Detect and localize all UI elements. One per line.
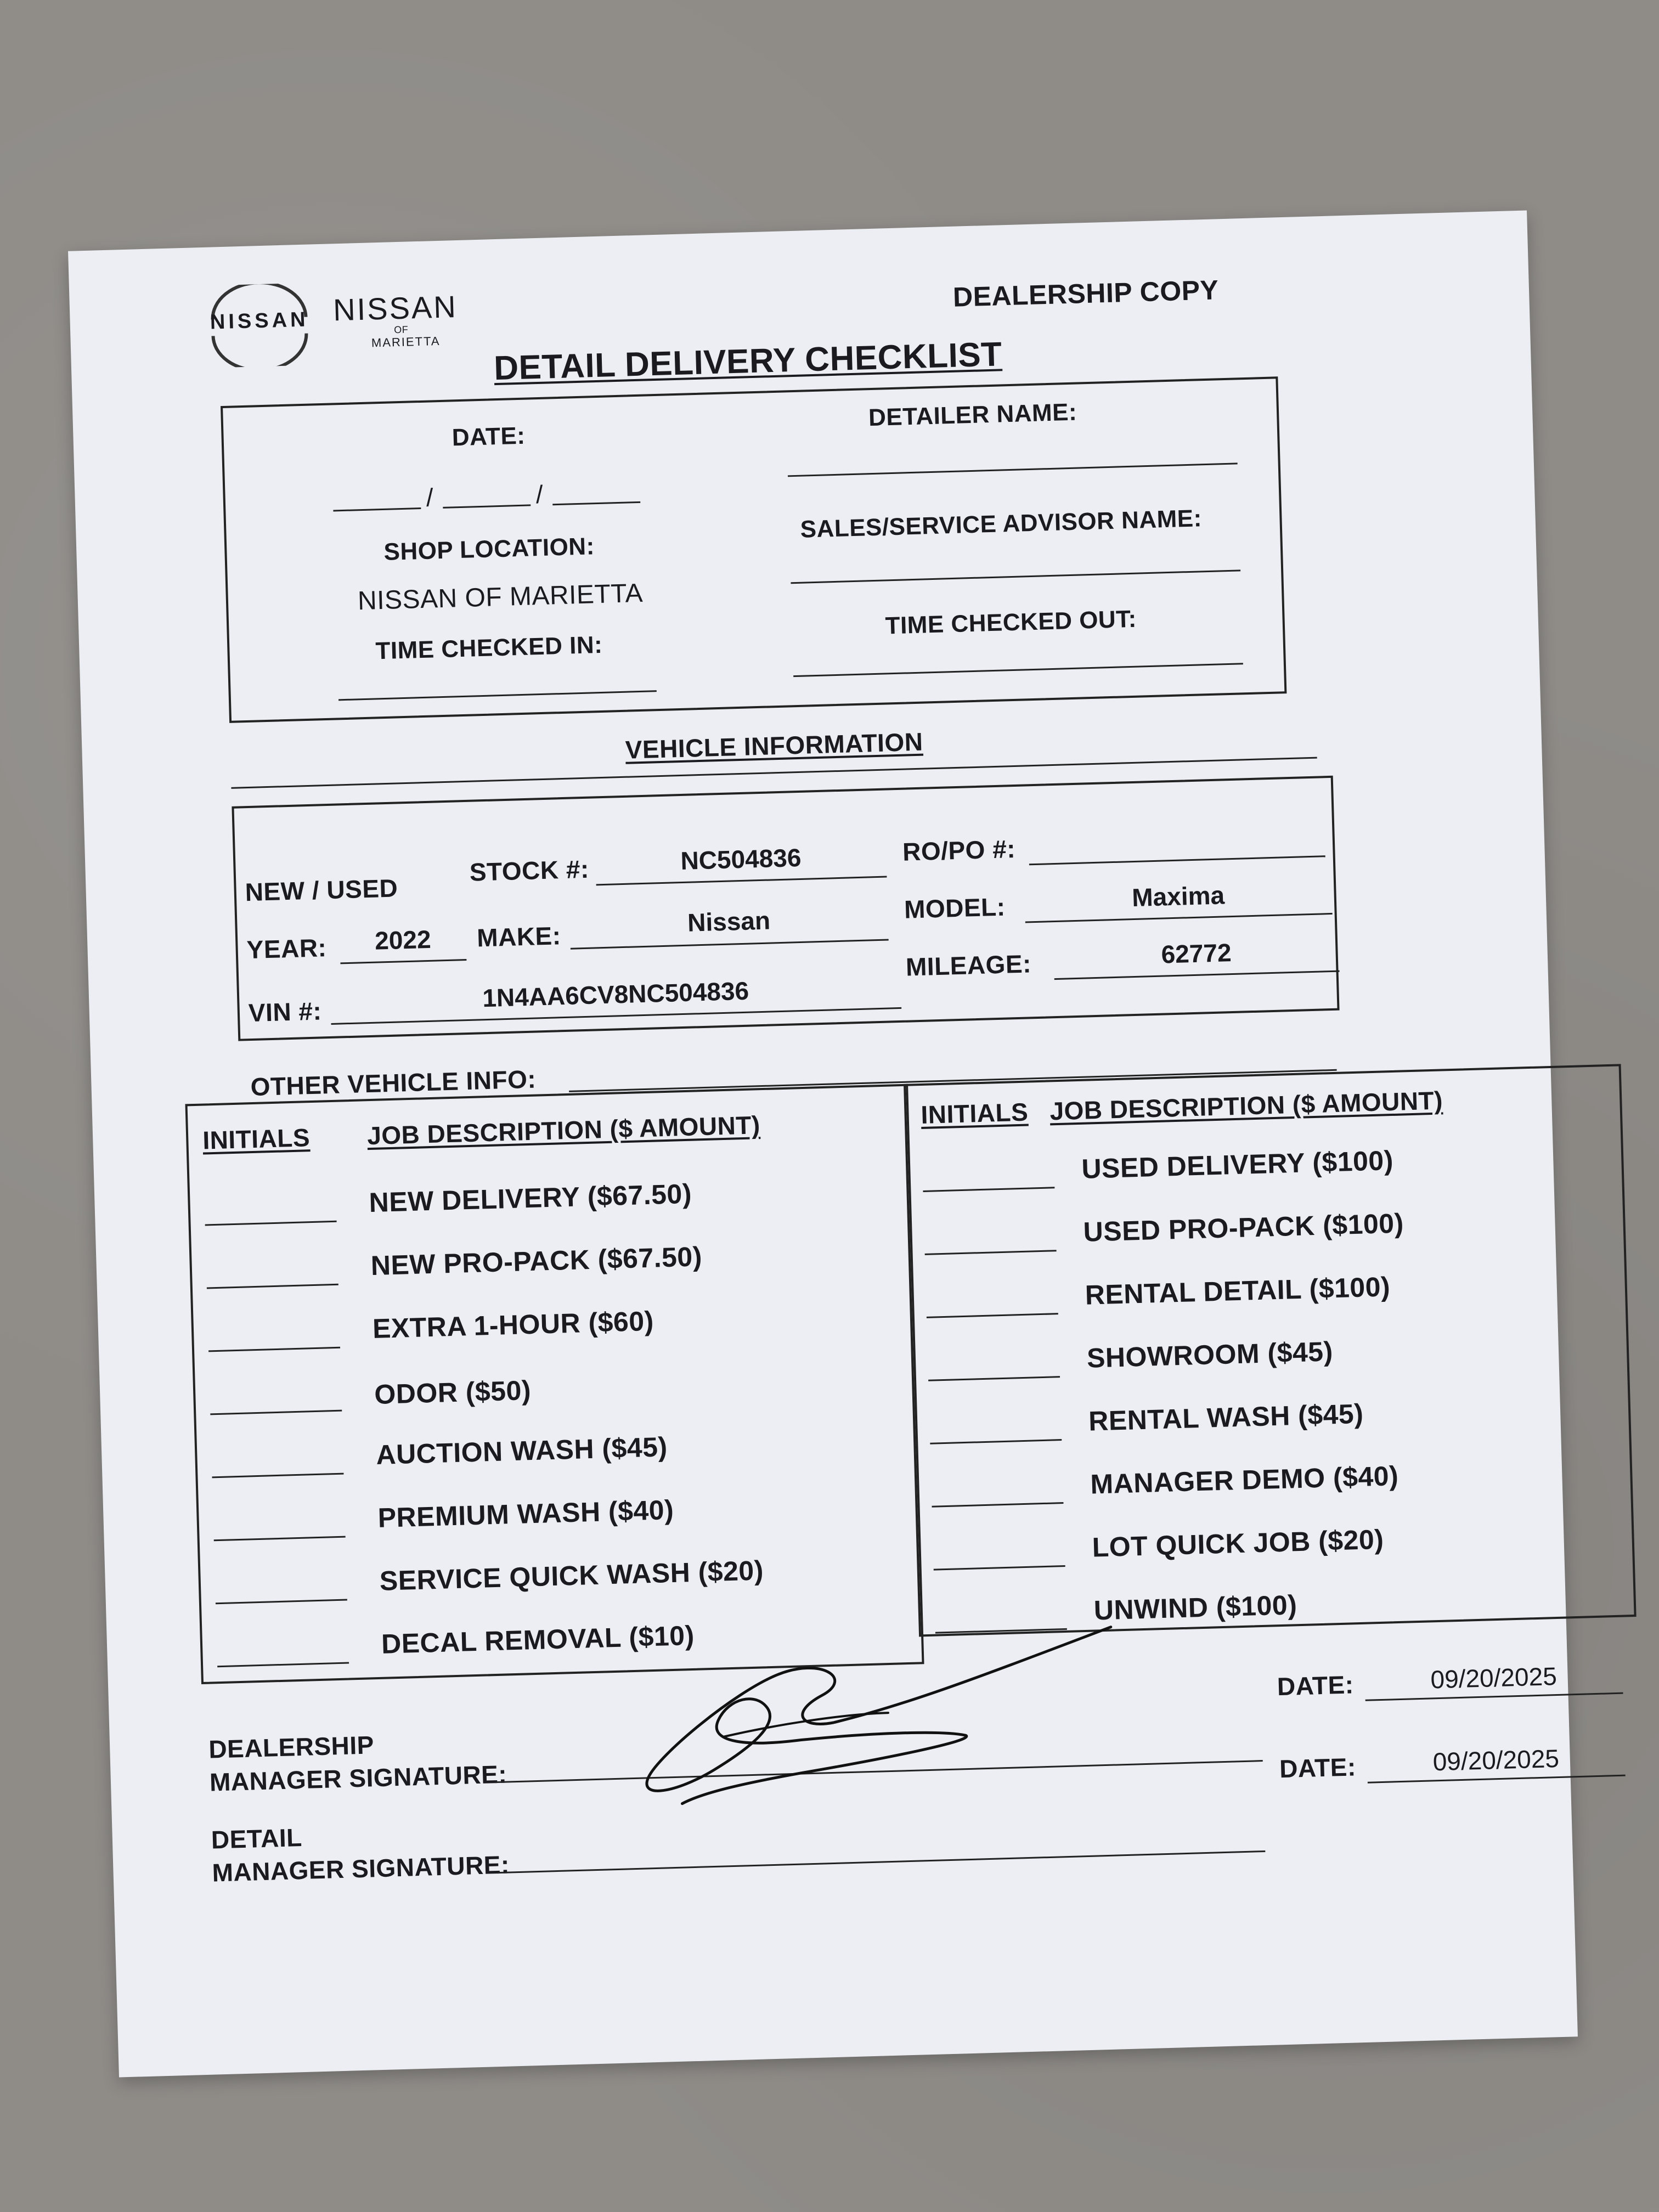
other-info-label: OTHER VEHICLE INFO:	[250, 1064, 537, 1102]
job-item: SHOWROOM ($45)	[1086, 1336, 1334, 1374]
dealership-sig-label-2: MANAGER SIGNATURE:	[209, 1759, 507, 1797]
dealership-date-label: DATE:	[1277, 1670, 1355, 1701]
job-item: UNWIND ($100)	[1093, 1589, 1298, 1626]
mileage-label: MILEAGE:	[905, 949, 1032, 981]
year-value: 2022	[374, 924, 432, 955]
job-item: SERVICE QUICK WASH ($20)	[379, 1555, 764, 1596]
page-title: DETAIL DELIVERY CHECKLIST	[493, 335, 1003, 388]
detail-date-label: DATE:	[1279, 1752, 1357, 1784]
dealership-sig-label-1: DEALERSHIP	[208, 1730, 375, 1764]
date-label: DATE:	[452, 422, 526, 452]
year-label: YEAR:	[246, 933, 328, 964]
shop-label: SHOP LOCATION:	[383, 533, 595, 566]
advisor-label: SALES/SERVICE ADVISOR NAME:	[800, 505, 1203, 543]
info-box	[221, 376, 1286, 723]
make-label: MAKE:	[476, 921, 562, 952]
stock-value: NC504836	[680, 843, 802, 876]
brand-name: NISSAN	[332, 289, 458, 328]
job-item: ODOR ($50)	[374, 1375, 532, 1410]
detail-date-value: 09/20/2025	[1432, 1743, 1560, 1776]
initials-header-left: INITIALS	[202, 1123, 311, 1155]
brand-city: MARIETTA	[371, 334, 441, 350]
dealership-date-value: 09/20/2025	[1430, 1662, 1558, 1694]
job-item: MANAGER DEMO ($40)	[1090, 1460, 1399, 1500]
job-item: RENTAL WASH ($45)	[1088, 1398, 1364, 1437]
initials-header-right: INITIALS	[920, 1097, 1029, 1129]
shop-value: NISSAN OF MARIETTA	[357, 578, 644, 616]
model-value: Maxima	[1131, 881, 1225, 912]
vin-value: 1N4AA6CV8NC504836	[482, 976, 749, 1013]
job-item: USED PRO-PACK ($100)	[1082, 1207, 1404, 1248]
detail-sig-label-1: DETAIL	[211, 1823, 303, 1854]
job-item: EXTRA 1-HOUR ($60)	[372, 1305, 654, 1345]
detailer-label: DETAILER NAME:	[868, 398, 1077, 432]
description-header-right: JOB DESCRIPTION ($ AMOUNT)	[1049, 1086, 1443, 1126]
copy-label: DEALERSHIP COPY	[952, 274, 1220, 313]
nissan-logo	[195, 283, 324, 368]
time-in-label: TIME CHECKED IN:	[375, 631, 603, 665]
brand-of: OF	[393, 324, 409, 336]
mileage-value: 62772	[1160, 938, 1232, 969]
jobs-left-box	[185, 1084, 924, 1684]
description-header-left: JOB DESCRIPTION ($ AMOUNT)	[366, 1110, 761, 1150]
job-item: USED DELIVERY ($100)	[1081, 1144, 1394, 1184]
date-sep-1: /	[426, 483, 434, 512]
date-sep-2: /	[535, 479, 544, 509]
checklist-sheet	[68, 211, 1578, 2078]
make-value: Nissan	[687, 906, 771, 937]
logo-badge-text: NISSAN	[210, 308, 309, 334]
handwritten-signature	[490, 1604, 1154, 1820]
ropo-label: RO/PO #:	[902, 834, 1016, 866]
detail-sig-line	[498, 1850, 1266, 1874]
job-item: AUCTION WASH ($45)	[375, 1431, 668, 1470]
job-item: NEW DELIVERY ($67.50)	[368, 1178, 692, 1218]
job-item: NEW PRO-PACK ($67.50)	[370, 1241, 703, 1282]
stock-label: STOCK #:	[469, 854, 590, 887]
new-used-label: NEW / USED	[245, 873, 398, 907]
job-item: PREMIUM WASH ($40)	[377, 1494, 674, 1533]
model-label: MODEL:	[904, 892, 1006, 924]
detail-sig-label-2: MANAGER SIGNATURE:	[211, 1850, 510, 1887]
job-item: LOT QUICK JOB ($20)	[1091, 1523, 1385, 1563]
vehicle-section-title: VEHICLE INFORMATION	[625, 727, 924, 764]
vin-label: VIN #:	[248, 996, 322, 1028]
job-item: RENTAL DETAIL ($100)	[1085, 1271, 1391, 1311]
job-item: DECAL REMOVAL ($10)	[381, 1620, 695, 1660]
time-out-label: TIME CHECKED OUT:	[885, 605, 1137, 640]
